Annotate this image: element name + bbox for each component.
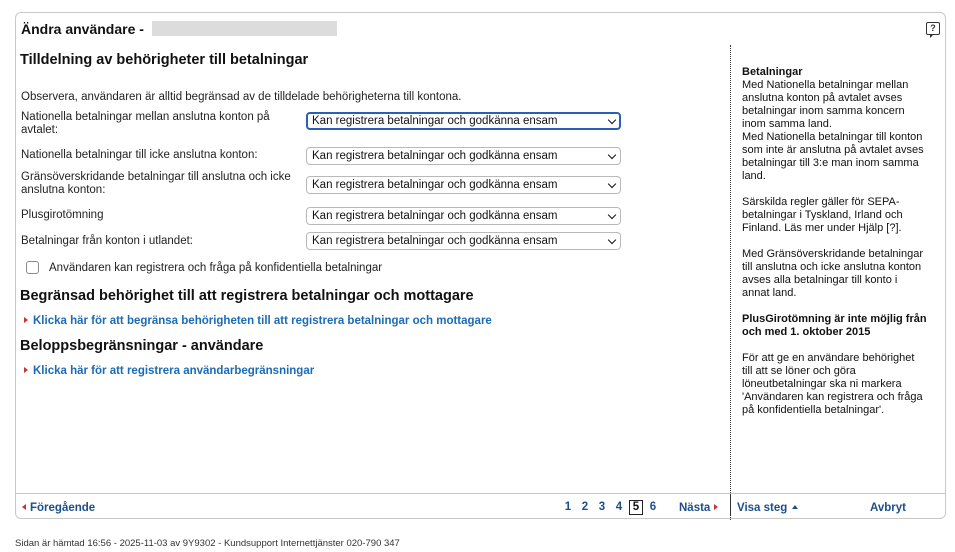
sidebar-text: Med Gränsöverskridande betalningar till anslutna och icke anslutna konton avses alla betalningar till konto i annat land. <box>742 248 923 299</box>
chevron-down-icon <box>608 236 616 244</box>
permission-select-value: Kan registrera betalningar och godkänna ensam <box>312 179 558 191</box>
sidebar-text: Med Nationella betalningar till konton som inte är anslutna på avtalet avses betalningar till 3:e man inom samma land. <box>742 131 924 182</box>
permission-label: Gränsöverskridande betalningar till anslutna och icke anslutna konton: <box>21 171 291 196</box>
edit-user-panel <box>15 12 946 519</box>
sidebar-heading: PlusGirotömning är inte möjlig från och med 1. oktober 2015 <box>742 313 927 338</box>
previous-link[interactable] <box>22 502 95 514</box>
page-title: Ändra användare - <box>21 21 144 37</box>
page-link-4[interactable]: 4 <box>615 501 623 513</box>
cancel-link[interactable]: Avbryt <box>870 502 906 514</box>
section-title-amount-limits: Beloppsbegränsningar - användare <box>20 338 264 354</box>
arrow-right-icon <box>24 317 28 323</box>
permission-label: Betalningar från konton i utlandet: <box>21 235 193 247</box>
limit-registration-link[interactable] <box>24 315 492 327</box>
permission-select-national-other[interactable] <box>306 147 621 165</box>
column-divider <box>730 45 731 515</box>
panel-header <box>16 13 945 41</box>
footer-divider <box>730 494 731 520</box>
chevron-down-icon <box>608 116 616 124</box>
show-steps-label: Visa steg <box>737 502 788 514</box>
page-footer: Sidan är hämtad 16:56 - 2025-11-03 av 9Y9302 - Kundsupport Internettjänster 020-790 347 <box>15 538 400 549</box>
permission-select-plusgiro[interactable] <box>306 207 621 225</box>
permission-label: Nationella betalningar till icke anslutna konton: <box>21 149 258 161</box>
permission-select-value: Kan registrera betalningar och godkänna ensam <box>312 210 558 222</box>
permission-select-value: Kan registrera betalningar och godkänna ensam <box>312 235 558 247</box>
sidebar-text: Med Nationella betalningar mellan anslutna konton på avtalet avses betalningar inom samma koncern inom samma land. <box>742 79 909 130</box>
page-link-2[interactable]: 2 <box>581 501 589 513</box>
user-limits-link[interactable] <box>24 365 314 377</box>
section-title-payment-permissions: Tilldelning av behörigheter till betalningar <box>20 52 309 68</box>
previous-label: Föregående <box>30 502 96 514</box>
help-sidebar <box>742 66 927 430</box>
arrow-up-icon <box>792 505 798 509</box>
page-current-5: 5 <box>629 500 643 515</box>
confidential-checkbox[interactable] <box>26 261 39 274</box>
permission-label: Plusgirotömning <box>21 209 104 221</box>
help-icon[interactable]: ? <box>926 22 940 35</box>
user-limits-link-text: Klicka här för att registrera användarbegränsningar <box>33 365 315 377</box>
sidebar-block-payments <box>742 66 927 183</box>
redacted-username <box>152 21 337 36</box>
chevron-down-icon <box>608 211 616 219</box>
chevron-down-icon <box>608 151 616 159</box>
pager <box>561 500 663 515</box>
permission-select-cross-border[interactable] <box>306 176 621 194</box>
sidebar-heading: Betalningar <box>742 66 803 78</box>
permission-select-foreign-accounts[interactable] <box>306 232 621 250</box>
intro-text: Observera, användaren är alltid begränsad av de tilldelade behörigheterna till kontona. <box>21 91 462 103</box>
arrow-right-icon <box>714 504 718 510</box>
section-title-limited-registration: Begränsad behörighet till att registrera betalningar och mottagare <box>20 288 474 304</box>
page-link-6[interactable]: 6 <box>649 501 657 513</box>
sidebar-text: Särskilda regler gäller för SEPA-betalningar i Tyskland, Irland och Finland. Läs mer under Hjälp [?]. <box>742 196 903 234</box>
confidential-label: Användaren kan registrera och fråga på konfidentiella betalningar <box>49 262 383 274</box>
sidebar-text: För att ge en användare behörighet till att se löner och göra löneutbetalningar ska ni markera 'Användaren kan registrera och fråga på konfidentiella betalningar'. <box>742 352 923 416</box>
permission-select-value: Kan registrera betalningar och godkänna ensam <box>312 150 558 162</box>
arrow-right-icon <box>24 367 28 373</box>
next-label: Nästa <box>679 502 711 514</box>
main-content <box>16 41 730 493</box>
permission-select-national-connected[interactable] <box>306 112 621 130</box>
navigation-bar <box>16 493 945 519</box>
permission-label: Nationella betalningar mellan anslutna konton på avtalet: <box>21 111 270 136</box>
next-link[interactable] <box>679 502 718 514</box>
permission-select-value: Kan registrera betalningar och godkänna ensam <box>312 115 558 127</box>
page-link-3[interactable]: 3 <box>598 501 606 513</box>
show-steps-link[interactable] <box>737 502 798 514</box>
arrow-left-icon <box>22 504 26 510</box>
limit-registration-link-text: Klicka här för att begränsa behörigheten till att registrera betalningar och mottagare <box>33 315 492 327</box>
page-link-1[interactable]: 1 <box>564 501 572 513</box>
chevron-down-icon <box>608 180 616 188</box>
